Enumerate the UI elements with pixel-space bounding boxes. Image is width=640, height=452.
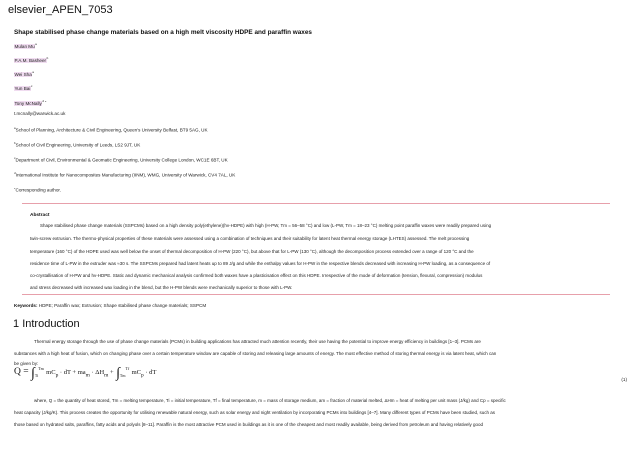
- affiliation-text: School of Planning, Architecture & Civil Engineering, Queen's University Belfast, BT9 5AG, UK: [15, 127, 208, 133]
- body-line: heat capacity (J/kg/K). This process creates the opportunity for utilising renewable natural energy, such as solar energy and night ventilation by incorporating PCMs into buildings [4–7]. Many different types of PCMs have been studied, such as: [14, 410, 496, 415]
- author-5[interactable]: [14, 99, 46, 106]
- abstract-line: residence time of L-PW in the extruder was ≈30 s. The SSPCMs prepared had latent heats up to 89 J/g and while the enthalpy values for H-PW in the respective blends decreased with increasing H-PW loading, as a consequence of: [30, 261, 491, 266]
- affiliation-superscript: ⁎: [14, 186, 16, 190]
- author-name: Tony McNally: [14, 100, 42, 106]
- affiliation-c: [14, 156, 228, 163]
- author-name: Yun Bai: [14, 85, 31, 91]
- equation-number: (1): [621, 377, 627, 382]
- document-id: elsevier_APEN_7053: [8, 4, 113, 16]
- paper-title: Shape stabilised phase change materials based on a high melt viscosity HDPE and paraffin waxes: [14, 29, 312, 36]
- equation-lhs: Q =: [14, 367, 29, 378]
- abstract-line: Shape stabilised phase change materials (SSPCMs) based on a high density poly(ethylene)(hv-HDPE) with high (H-PW, Tm = 56–58 °C) and low (L-PW, Tm = 18–23 °C) melting point paraffin waxes were readily prepared using: [40, 223, 492, 228]
- affiliation-superscript: c: [14, 156, 16, 160]
- keywords: [14, 303, 206, 308]
- integral-sign: ∫: [30, 366, 35, 382]
- equation-glyph: Tm: [119, 373, 126, 379]
- affiliation-a: [14, 126, 208, 133]
- section-number: 1: [13, 318, 20, 330]
- author-1[interactable]: [14, 42, 37, 49]
- keywords-label: Keywords:: [14, 303, 38, 308]
- affiliation-text: Corresponding author.: [15, 187, 61, 193]
- author-name: P.A.M. Basheer: [14, 57, 47, 63]
- equation-term: $mC_p$ · dT + $ma_m \cdot \Delta H_m$ +: [46, 369, 114, 379]
- affiliation-superscript: d: [14, 171, 16, 175]
- abstract-top-rule: [22, 203, 610, 204]
- abstract-line: co-crystallisation of H-PW and hv-HDPE. Static and dynamic mechanical analysis confirmed both waxes have a plasticisation effect on this HDPE. Irrespective of the mode of deformation (tension, flexural, compression) modulus: [30, 273, 483, 278]
- equation-glyph: Ti: [34, 373, 39, 379]
- keywords-list: HDPE; Paraffin wax; Extrusion; Shape stabilised phase change materials; SSPCM: [38, 303, 207, 308]
- affiliation-superscript: a: [14, 126, 16, 130]
- abstract-bottom-rule: [22, 294, 610, 295]
- author-superscript: c: [30, 84, 33, 88]
- author-4[interactable]: [14, 84, 32, 91]
- integral-sign: ∫: [116, 366, 120, 382]
- affiliation-d: [14, 171, 235, 178]
- author-2[interactable]: [14, 56, 48, 63]
- affiliation-text: International Institute for Nanocomposites Manufacturing (IINM), WMG, University of Warwick, CV4 7AL, UK: [15, 172, 236, 178]
- abstract-heading: Abstract: [30, 213, 50, 218]
- section-heading: [13, 318, 80, 330]
- corresponding-email[interactable]: t.mcnally@warwick.ac.uk: [14, 111, 66, 116]
- author-superscript: b: [46, 56, 49, 60]
- author-superscript: d ⁎: [42, 99, 47, 103]
- abstract-line: and stress decreased with increased wax loading in the blend, but the H-PW blends were mechanically superior to those with L-PW.: [30, 285, 293, 290]
- affiliation-superscript: b: [14, 141, 16, 145]
- author-superscript: a: [32, 70, 34, 74]
- equation-glyph: Tf: [125, 366, 130, 371]
- body-line: where, Q = the quantity of heat stored, Tm = melting temperature, Ti = initial temperature, Tf = final temperature, m = mass of storage medium, am = fraction of material melted, ΔHm = heat of melting per unit mass (J/kg) and Cp = specific: [34, 398, 506, 403]
- affiliation-b: [14, 141, 140, 148]
- intro-line: be given by:: [14, 361, 39, 366]
- author-superscript: a: [35, 42, 37, 46]
- intro-line: substances with a high heat of fusion, which on changing phase over a certain temperature window are capable of storing and releasing large amounts of energy. The most effective method of storing thermal energy is via latent heat, which can: [14, 351, 497, 356]
- intro-line: Thermal energy storage through the use of phase change materials (PCMs) in building applications has attracted much attention recently, their use having the potential to improve energy efficiency in buildings [1–3]. PCMs are: [34, 339, 481, 344]
- affiliation-text: School of Civil Engineering, University of Leeds, LS2 9JT, UK: [15, 142, 141, 148]
- body-line: those based on hydrated salts, paraffins, fatty acids and polyols [8–11]. Paraffin is the most attractive PCM used in buildings as it is one of the cheapest and most readily available, being derived from petroleum and having relatively good: [14, 422, 484, 427]
- affiliation-text: Department of Civil, Environmental & Geomatic Engineering, University College London, WC1E 6BT, UK: [15, 157, 228, 163]
- equation-term: $mC_p$ · dT: [131, 369, 157, 379]
- author-name: Wei Sha: [14, 71, 32, 77]
- abstract-line: temperature (160 °C) of the HDPE used was well below the onset of thermal decomposition of H-PW (220 °C), but above that for L-PW (130 °C), although the decomposition process extended over a range of 120 °C and the: [30, 249, 474, 254]
- author-3[interactable]: [14, 70, 34, 77]
- equation-glyph: Tm: [38, 366, 44, 371]
- equation-latent-heat: [14, 366, 156, 382]
- abstract-line: twin-screw extrusion. The thermo-physical properties of these materials were assessed using a combination of techniques and their suitability for latent heat thermal energy storage (LHTES) assessed. The melt processing: [30, 236, 470, 241]
- corresponding-note: [14, 186, 61, 193]
- author-name: Mulan Mu: [14, 43, 35, 49]
- section-title: Introduction: [22, 318, 80, 330]
